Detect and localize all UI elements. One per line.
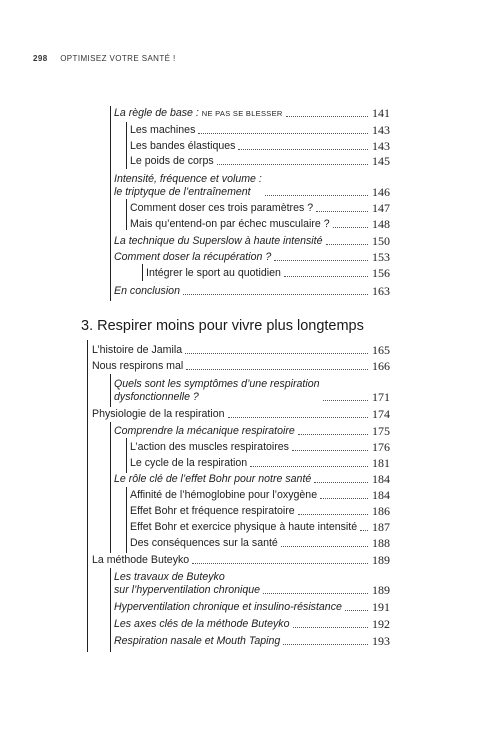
toc-entry[interactable]: L’histoire de Jamila 165	[92, 343, 390, 357]
toc-entry[interactable]: Hyperventilation chronique et insulino-résistance 191	[114, 600, 390, 614]
toc-entry[interactable]: Des conséquences sur la santé 188	[130, 536, 390, 550]
toc-entry[interactable]: Physiologie de la respiration 174	[92, 407, 390, 421]
toc-entry[interactable]: Affinité de l’hémoglobine pour l’oxygène 184	[130, 488, 390, 502]
toc-entry[interactable]: Quels sont les symptômes d’une respiration dysfonctionnelle ? 171	[114, 378, 390, 404]
toc-entry[interactable]: Respiration nasale et Mouth Taping 193	[114, 634, 390, 648]
level2-bar	[126, 487, 127, 553]
running-title: OPTIMISEZ VOTRE SANTÉ !	[60, 54, 176, 63]
toc-entry[interactable]: Les travaux de Buteyko sur l’hyperventilation chronique 189	[114, 571, 390, 597]
level1-bar	[110, 568, 111, 652]
toc-entry[interactable]: Nous respirons mal 166	[92, 359, 390, 373]
toc-entry[interactable]: Les axes clés de la méthode Buteyko 192	[114, 617, 390, 631]
toc-entry[interactable]: Effet Bohr et exercice physique à haute intensité 187	[130, 520, 390, 534]
toc-entry[interactable]: Effet Bohr et fréquence respiratoire 186	[130, 504, 390, 518]
toc-entry[interactable]: Mais qu’entend-on par échec musculaire ? 148	[130, 217, 390, 231]
toc-entry[interactable]: Les machines 143	[130, 123, 390, 137]
toc-entry[interactable]: Intégrer le sport au quotidien 156	[146, 266, 390, 280]
level3-bar	[142, 264, 143, 281]
toc-entry[interactable]: Le cycle de la respiration 181	[130, 456, 390, 470]
level1-bar	[110, 374, 111, 407]
level1-bar	[110, 422, 111, 553]
level1-bar	[110, 106, 111, 301]
toc-entry[interactable]: Intensité, fréquence et volume : le triptyque de l’entraînement 146	[114, 173, 390, 199]
toc-entry[interactable]: En conclusion 163	[114, 284, 390, 298]
toc-entry[interactable]: La technique du Superslow à haute intensité 150	[114, 234, 390, 248]
level2-bar	[126, 199, 127, 230]
running-header	[33, 54, 176, 63]
toc-entry[interactable]: Le rôle clé de l’effet Bohr pour notre santé 184	[114, 472, 390, 486]
page-number: 298	[33, 54, 48, 63]
toc-entry[interactable]: Comprendre la mécanique respiratoire 175	[114, 424, 390, 438]
toc-entry[interactable]: La méthode Buteyko 189	[92, 553, 390, 567]
toc-entry[interactable]: Le poids de corps 145	[130, 154, 390, 168]
level2-bar	[126, 438, 127, 473]
toc-entry[interactable]: Comment doser la récupération ? 153	[114, 250, 390, 264]
toc-entry[interactable]: L’action des muscles respiratoires 176	[130, 440, 390, 454]
toc-entry[interactable]: La règle de base : NE PAS SE BLESSER 141	[114, 106, 390, 120]
toc-entry[interactable]: Comment doser ces trois paramètres ? 147	[130, 201, 390, 215]
toc-entry[interactable]: Les bandes élastiques 143	[130, 139, 390, 153]
chapter-title[interactable]: 3. Respirer moins pour vivre plus longtemps	[81, 318, 364, 334]
level0-bar	[87, 340, 88, 652]
level2-bar	[126, 122, 127, 169]
